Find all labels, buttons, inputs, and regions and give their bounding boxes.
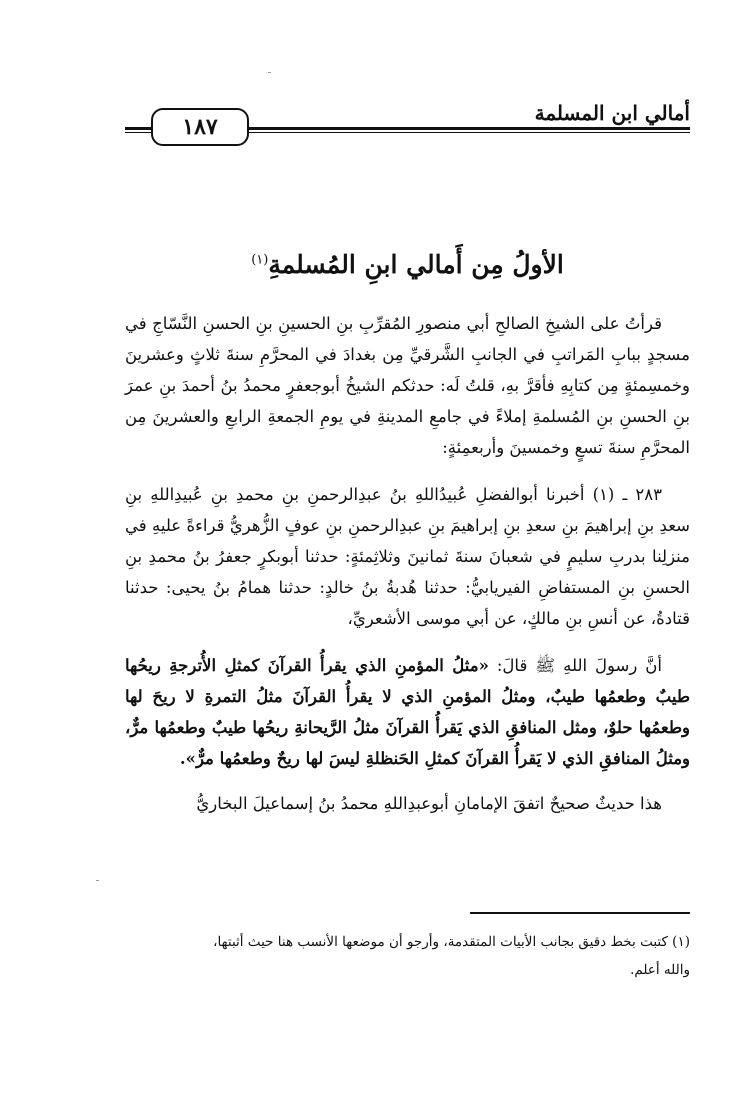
page-header	[125, 100, 690, 140]
footnote-ref: (١)	[251, 252, 269, 268]
scan-speck	[96, 880, 99, 881]
page-number: ١٨٧	[151, 108, 249, 146]
running-title: أمالي ابن المسلمة	[525, 100, 690, 126]
footnote-line: والله أعلم.	[630, 962, 690, 978]
footnote-rule	[470, 912, 690, 914]
isnad-paragraph: ٢٨٣ ـ (١) أخبرنا أبوالفضلِ عُبيدُاللهِ بنُ عبدِالرحمنِ بنِ محمدِ بنِ عُبيدِاللهِ بنِ سعدِ بنِ إبراهيمَ بنِ سعدِ بنِ إبراهيمَ بنِ عبدِالرحمنِ بنِ عوفٍ الزُّهريُّ قراءةً عليهِ في منزلِنا بدربِ سليمٍ في شعبانَ سنةَ ثمانينَ وثلاثِمئةٍ: حدثنا أبوبكرٍ جعفرُ بنُ محمدِ بنِ الحسنِ بنِ المستفاضِ الفيريابيُّ: حدثنا هُدبةُ بنُ خالدٍ: حدثنا همامُ بنُ يحيى: حدثنا قتادةُ، عن أنسِ بنِ مالكٍ، عن أبي موسى الأشعريِّ،	[125, 485, 690, 628]
footnote-line: (١) كتبت بخط دقيق بجانب الأبيات المتقدمة، وأرجو أن موضعها الأنسب هنا حيث أثبتها،	[213, 934, 690, 950]
hadith-text: «مثلُ المؤمنِ الذي يقرأُ القرآنَ كمثلِ الأُترجةِ ريحُها طيبٌ وطعمُها طيبٌ، ومثلُ المؤمنِ الذي لا يقرأُ القرآنَ مثلُ التمرةِ لا ريحَ لها وطعمُها حلوٌ، ومثل المنافقِ الذي يَقرأُ القرآنَ مثلُ الرَّيحانةِ ريحُها طيبٌ وطعمُها مرٌّ، ومثلُ المنافقِ الذي لا يَقرأُ القرآنَ كمثلِ الحَنظلةِ ليسَ لها ريحٌ وطعمُها مرٌّ».	[125, 656, 690, 768]
footnote	[125, 928, 690, 984]
matn-paragraph	[125, 650, 690, 774]
matn-lead: أنَّ رسولَ اللهِ ﷺ قالَ:	[496, 656, 663, 675]
chapter-title-text: الأولُ مِن أَمالي ابنِ المُسلمةِ	[268, 250, 564, 279]
body-text	[125, 308, 690, 835]
scan-speck	[268, 72, 271, 73]
intro-paragraph: قرأتُ على الشيخِ الصالحِ أبي منصورِ المُقرِّبِ بنِ الحسينِ بنِ الحسنِ النَّسّاجِ في مسجدٍ ببابِ المَراتبِ في الجانبِ الشَّرقيِّ مِن بغدادَ في المحرَّمِ سنةَ ثلاثٍ وعشرينَ وخمسِمئةٍ مِن كتابِهِ فأقرَّ بهِ، قلتُ لَه: حدثكم الشيخُ أبوجعفرٍ محمدُ بنُ أحمدَ بنِ عمرَ بنِ الحسنِ بنِ المُسلمةِ إملاءً في جامعِ المدينةِ في يومِ الجمعةِ الرابعِ والعشرينَ مِن المحرَّمِ سنةَ تسعٍ وخمسينَ وأربعمِئةٍ:	[125, 314, 690, 457]
chapter-title	[125, 250, 690, 279]
closing-paragraph: هذا حديثٌ صحيحٌ اتفقَ الإمامانِ أبوعبدِاللهِ محمدُ بنُ إسماعيلَ البخاريُّ	[196, 794, 662, 813]
